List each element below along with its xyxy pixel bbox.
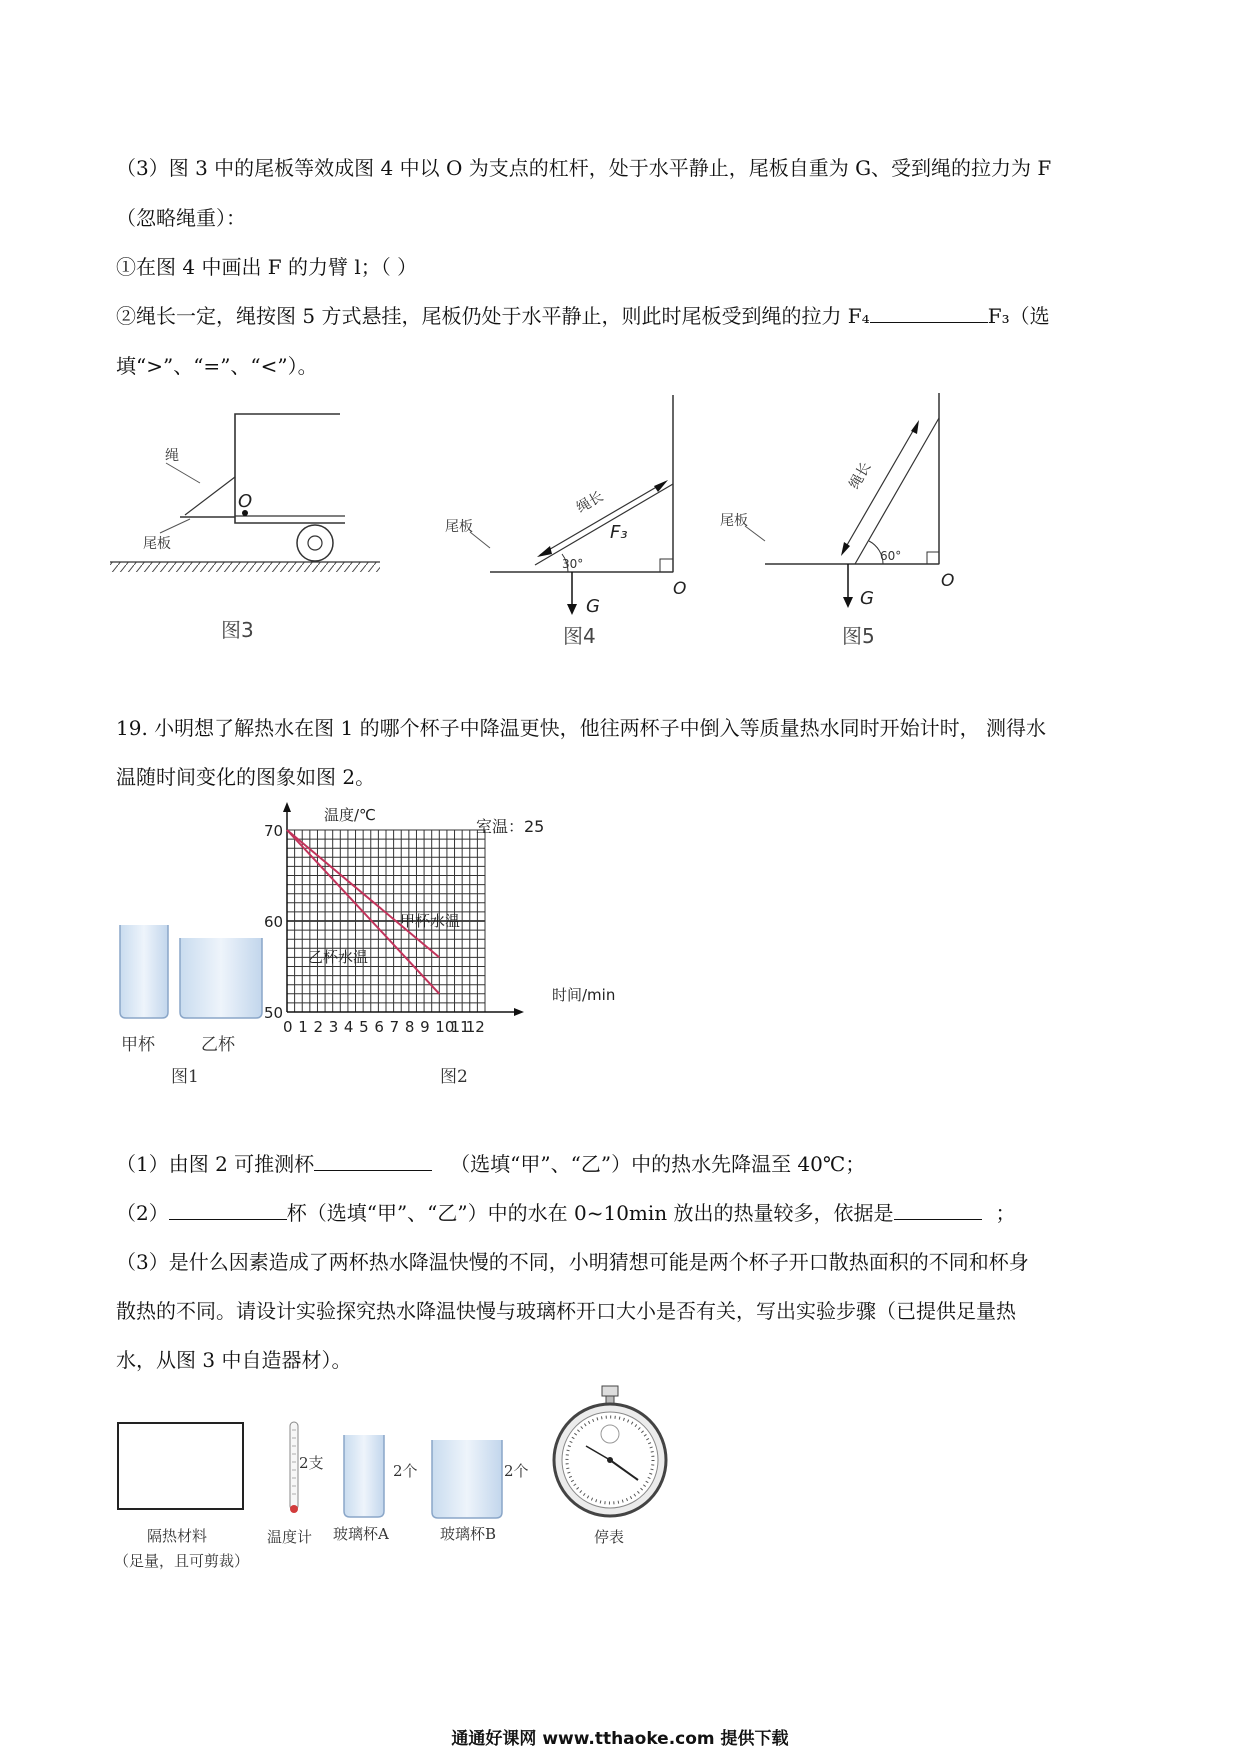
stopwatch-icon [548,1384,672,1520]
x-tick-label: 12 [465,1018,485,1036]
q18-line5: 填“>”、“=”、“<”）。 [116,354,318,378]
glass-cup-b-icon [428,1438,508,1520]
x-tick-label: 2 [313,1018,324,1036]
wheel [297,525,333,561]
x-axis-arrow [514,1008,524,1016]
fig4-force-label: F₃ [610,522,628,543]
answer-blank-f4[interactable] [870,302,988,323]
fig5-angle-label: 60° [880,549,902,563]
x-tick-label: 4 [343,1018,354,1036]
q18-line1: （3）图 3 中的尾板等效成图 4 中以 O 为支点的杠杆，处于水平静止，尾板自重为 G、受到绳的拉力为 F [116,156,1052,180]
fig4-rope-label: 绳长 [574,488,607,517]
answer-blank-s1[interactable] [314,1150,432,1171]
x-tick-label: 11 [450,1018,470,1036]
q19-s3-line2: 散热的不同。请设计实验探究热水降温快慢与玻璃杯开口大小是否有关，写出实验步骤（已提供足量热 [116,1299,1016,1323]
fig4-caption: 图4 [563,624,596,648]
figure-4 [440,390,700,620]
q18-line4-a: ②绳长一定，绳按图 5 方式悬挂，尾板仍处于水平静止，则此时尾板受到绳的拉力 F₄ [116,304,870,328]
x-tick-label: 6 [374,1018,384,1036]
glass-cup-b-label: 玻璃杯B [440,1525,497,1543]
fig4-weight-label: G [586,596,600,617]
glass-cup-a-count: 2个 [393,1462,418,1480]
q19-s3-line3: 水，从图 3 中自造器材）。 [116,1348,352,1372]
y-tick-label: 50 [264,1004,284,1022]
y-tick-label: 70 [264,822,284,840]
figure-3 [110,405,390,575]
q19-s1-b: （选填“甲”、“乙”）中的热水先降温至 40℃； [450,1152,866,1176]
x-tick-label: 0 [283,1018,293,1036]
q18-line3: ①在图 4 中画出 F 的力臂 l；（ ） [116,255,418,279]
glass-cup-a-icon [340,1433,390,1519]
figure-1 [112,920,272,1035]
fig4-board-label: 尾板 [445,519,473,535]
y-axis-arrow [283,802,291,812]
chart-note: 室温：25 [476,817,545,836]
insulation-note: （足量，且可剪裁） [114,1552,250,1570]
fig3-caption: 图3 [221,618,254,642]
q19-s2-b: 杯（选填“甲”、“乙”）中的水在 0~10min 放出的热量较多，依据是 [286,1201,894,1225]
thermometer-count: 2支 [299,1454,324,1472]
x-tick-label: 3 [328,1018,339,1036]
chart-ylabel: 温度/℃ [324,806,376,824]
q19-line2: 温随时间变化的图象如图 2。 [116,765,376,789]
q19-s1 [116,1150,865,1178]
fig4-angle-label: 30° [562,557,584,571]
figure-2-chart [264,800,640,1045]
fig4-rope [535,484,673,565]
glass-cup-a-label: 玻璃杯A [333,1525,389,1543]
answer-blank-s2-reason[interactable] [894,1199,982,1220]
fig3-board-label: 尾板 [143,536,171,552]
q19-s2-a: （2） [116,1201,169,1225]
fig5-rope-label: 绳长 [846,459,875,492]
q18-line2: （忽略绳重）： [116,206,246,230]
q19-line1: 19. 小明想了解热水在图 1 的哪个杯子中降温更快，他往两杯子中倒入等质量热水同时开始计时， 测得水 [116,716,1046,740]
q18-line4-b: F₃（选 [987,304,1050,328]
cup-jia-label: 甲杯 [121,1035,155,1055]
fig3-pivot-label: O [238,491,253,512]
fig5-board-label: 尾板 [720,513,748,529]
x-tick-label: 7 [389,1018,400,1036]
fig5-rope [855,418,939,564]
insulation-material [117,1422,244,1510]
cup-yi [180,938,262,1018]
chart-xlabel: 时间/min [552,986,616,1004]
fig5-pivot-label: O [941,571,955,591]
x-tick-label: 5 [359,1018,369,1036]
x-tick-label: 10 [435,1018,455,1036]
fig2-caption: 图2 [440,1067,468,1087]
fig1-caption: 图1 [171,1067,199,1087]
page-footer: 通通好课网 www.tthaoke.com 提供下载 [451,1729,789,1749]
q19-s2-c: ； [995,1201,1016,1225]
x-tick-label: 9 [420,1018,430,1036]
fig3-rope-label: 绳 [165,448,179,464]
fig4-pivot-label: O [673,579,687,599]
answer-blank-s2-cup[interactable] [169,1199,287,1220]
q19-s2 [116,1199,1016,1227]
ground-hatch [110,562,380,572]
cup-jia [120,925,168,1018]
stopwatch-label: 停表 [594,1528,625,1546]
q19-s3-line1: （3）是什么因素造成了两杯热水降温快慢的不同，小明猜想可能是两个杯子开口散热面积的不同和杯身 [116,1250,1029,1274]
thermometer-label: 温度计 [267,1528,313,1546]
fig4-force-arrow [540,482,665,555]
insulation-label: 隔热材料 [147,1527,208,1545]
cup-yi-label: 乙杯 [201,1035,235,1055]
x-tick-label: 8 [404,1018,415,1036]
rope [185,477,235,515]
series-label-1: 乙杯水温 [308,948,369,966]
q19-s1-a: （1）由图 2 可推测杯 [116,1152,315,1176]
q18-line4 [116,302,1050,330]
x-tick-label: 1 [298,1018,308,1036]
fig5-weight-label: G [860,588,874,609]
series-label-0: 甲杯水温 [400,912,461,930]
fig5-caption: 图5 [842,624,875,648]
figure-5 [715,388,975,618]
glass-cup-b-count: 2个 [504,1462,529,1480]
y-tick-label: 60 [264,913,284,931]
